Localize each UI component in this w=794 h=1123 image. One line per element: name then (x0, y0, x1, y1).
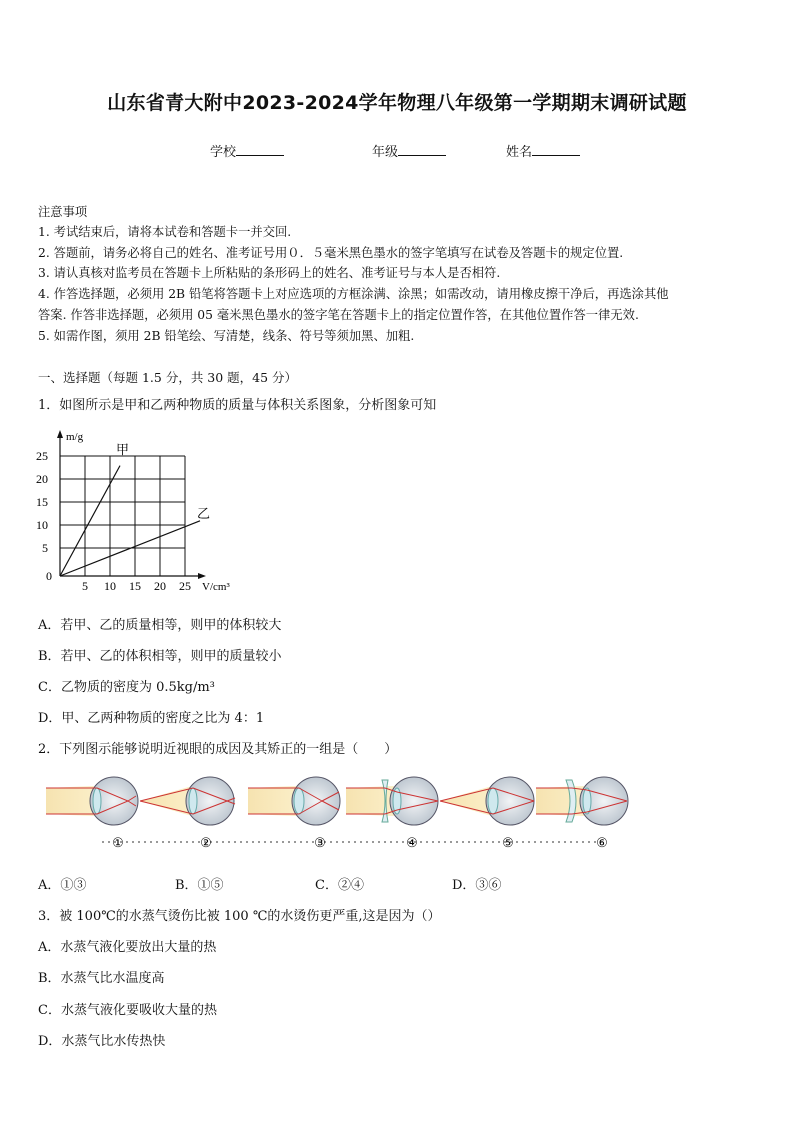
series-label-b: 乙 (197, 506, 211, 521)
q3-option-b[interactable]: B．水蒸气比水温度高 (38, 971, 165, 986)
name-field[interactable] (506, 141, 580, 160)
diagram-label-2: ② (200, 835, 212, 850)
diagram-label-4: ④ (406, 835, 418, 850)
question-3-stem: 3．被 100℃的水蒸气烫伤比被 100 ℃的水烫伤更严重,这是因为（） (38, 909, 441, 924)
q2-option-b[interactable]: B．①⑤ (175, 878, 224, 893)
x-tick-label: 20 (154, 579, 166, 593)
q2-option-c[interactable]: C．②④ (315, 878, 364, 893)
series-label-a: 甲 (116, 442, 130, 457)
y-tick-label: 5 (42, 541, 48, 555)
q1-option-b[interactable]: B．若甲、乙的体积相等，则甲的质量较小 (38, 649, 282, 664)
graph-axes (57, 430, 206, 579)
q3-option-a[interactable]: A．水蒸气液化要放出大量的热 (38, 940, 217, 955)
question-1-stem: 1．如图所示是甲和乙两种物质的质量与体积关系图象，分析图象可知 (38, 398, 437, 413)
eye-diagram-3 (248, 777, 340, 825)
notice-title: 注意事项 (38, 205, 88, 219)
notice-item: 2. 答题前，请务必将自己的姓名、准考证号用０．５毫米黑色墨水的签字笔填写在试卷及答题卡的规定位置. (38, 246, 624, 260)
eye-diagram-2 (140, 777, 235, 825)
diagram-label-5: ⑤ (502, 835, 514, 850)
notice-item: 1. 考试结束后，请将本试卷和答题卡一并交回. (38, 225, 292, 239)
eye-diagrams (42, 772, 642, 854)
q3-option-c[interactable]: C．水蒸气液化要吸收大量的热 (38, 1003, 217, 1018)
name-blank[interactable] (532, 143, 580, 156)
school-field[interactable] (210, 141, 284, 160)
grade-blank[interactable] (398, 143, 446, 156)
y-tick-label: 25 (36, 449, 48, 463)
name-label: 姓名 (506, 145, 533, 160)
section-heading: 一、选择题（每题 1.5 分，共 30 题，45 分） (38, 370, 298, 385)
notice-item: 3. 请认真核对监考员在答题卡上所粘贴的条形码上的姓名、准考证号与本人是否相符. (38, 266, 501, 280)
eye-diagram-5 (440, 777, 534, 825)
school-blank[interactable] (236, 143, 284, 156)
y-tick-label: 10 (36, 518, 48, 532)
school-label: 学校 (210, 145, 237, 160)
mass-volume-graph (30, 428, 250, 598)
eye-diagram-6 (536, 777, 628, 825)
graph-grid (60, 456, 185, 576)
origin-label: 0 (46, 569, 52, 583)
y-axis-unit: m/g (66, 431, 84, 443)
notice-item: 4. 作答选择题，必须用 2B 铅笔将答题卡上对应选项的方框涂满、涂黑；如需改动，请用橡皮擦干净后，再选涂其他 (38, 287, 669, 301)
q1-option-a[interactable]: A．若甲、乙的质量相等，则甲的体积较大 (38, 618, 282, 633)
notice-item: 5. 如需作图，须用 2B 铅笔绘、写清楚，线条、符号等须加黑、加粗. (38, 329, 415, 343)
x-axis-unit: V/cm³ (202, 581, 230, 593)
x-tick-label: 15 (129, 579, 141, 593)
grade-label: 年级 (372, 145, 399, 160)
q1-option-d[interactable]: D．甲、乙两种物质的密度之比为 4：1 (38, 711, 265, 726)
q1-option-c[interactable]: C．乙物质的密度为 0.5kg/m³ (38, 680, 215, 695)
q2-option-d[interactable]: D．③⑥ (452, 878, 502, 893)
x-tick-label: 10 (104, 579, 116, 593)
question-2-stem: 2．下列图示能够说明近视眼的成因及其矫正的一组是（ ） (38, 742, 398, 757)
y-tick-label: 20 (36, 472, 48, 486)
diagram-label-1: ① (112, 835, 124, 850)
notice-item: 答案. 作答非选择题，必须用 05 毫米黑色墨水的签字笔在答题卡上的指定位置作答，在其他位置作答一律无效. (38, 308, 639, 322)
q3-option-d[interactable]: D．水蒸气比水传热快 (38, 1034, 166, 1049)
eye-diagram-4 (346, 777, 438, 825)
diagram-label-3: ③ (314, 835, 326, 850)
series-line-a (60, 466, 120, 576)
y-tick-label: 15 (36, 495, 48, 509)
q2-option-a[interactable]: A．①③ (38, 878, 87, 893)
diagram-label-6: ⑥ (596, 835, 608, 850)
x-tick-label: 5 (82, 579, 88, 593)
grade-field[interactable] (372, 141, 446, 160)
eye-diagram-1 (46, 777, 138, 825)
x-tick-label: 25 (179, 579, 191, 593)
page-title: 山东省青大附中2023-2024学年物理八年级第一学期期末调研试题 (107, 92, 687, 114)
